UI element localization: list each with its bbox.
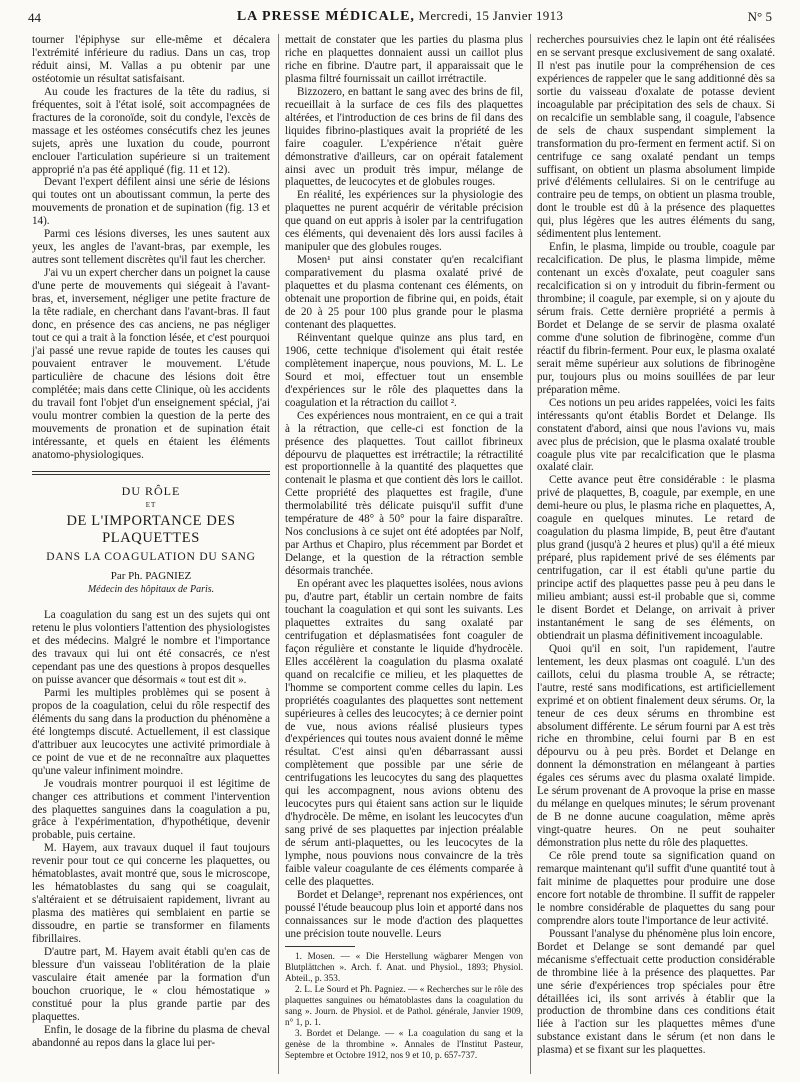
paragraph: J'ai vu un expert chercher dans un poignet la cause d'une perte de mouvements qui siégeait à l'avant-bras, et, inversement, négliger une petite fracture de la tête radiale, en cherchant dans l'avant-bras. Il faut donc, en présence des cas anciens, ne pas négliger tout ce qui a trait à la fonction lésée, et c'est pourquoi j'ai passé une revue rapide de toutes les causes qui pouvaient entraver le mouvement. L'étude particulière de chacune des lésions doit être complétée; mais dans cette Clinique, où les accidents du travail font l'objet d'un enseignement spécial, j'ai voulu montrer combien la question de la perte des mouvements de pronation et de supination était intéressante, et quels en étaient les éléments anatomo-physiologiques.	[32, 267, 270, 461]
article-title: DE L'IMPORTANCE DES PLAQUETTES	[66, 513, 236, 547]
paragraph: La coagulation du sang est un des sujets qui ont retenu le plus volontiers l'attention des physiologistes et des médecins. Malgré le nombre et l'importance des travaux qui lui ont été consacrés, ce n'est cependant pas une des questions à propos desquelles on puisse avancer que désormais « tout est dit ».	[32, 609, 270, 686]
column-rule-2	[530, 34, 531, 1074]
paragraph: D'autre part, M. Hayem avait établi qu'en cas de blessure d'un vaisseau l'oblitération de la plaie vasculaire était amenée par la formation d'un bouchon cruorique, le « clou hémostatique » constitué pour la plus grande partie par des plaquettes.	[32, 946, 270, 1023]
article-subtitle: DANS LA COAGULATION DU SANG	[46, 551, 256, 564]
paragraph: Bordet et Delange³, reprenant nos expériences, ont poussé l'étude beaucoup plus loin et apporté dans nos connaissances sur le mode d'action des plaquettes une précision toute nouvelle. Leurs	[285, 888, 523, 940]
paragraph: Au coude les fractures de la tête du radius, si fréquentes, soit à l'état isolé, soit accompagnées de fractures de la coronoïde, soit du condyle, l'excès de massage et les ostéomes consécutifs chez les jeunes sujets, après une luxation du coude, pourront enclouer l'articulation supérieure si un traitement approprié n'a pas été appliqué (fig. 11 et 12).	[32, 85, 270, 176]
column-1	[32, 34, 270, 1074]
journal-name: LA PRESSE MÉDICALE,	[236, 9, 415, 24]
heading-line: DU RÔLE	[121, 484, 181, 499]
author-role: Médecin des hôpitaux de Paris.	[87, 584, 215, 596]
footnote: 2. L. Le Sourd et Ph. Pagniez. — « Recherches sur le rôle des plaquettes sanguines ou hématoblastes dans la coagulation du sang ». Journ. de Physiol. et de Pathol. générale, Janvier 1909, n° 1, p. 1.	[285, 983, 523, 1027]
paragraph: Enfin, le dosage de la fibrine du plasma de cheval abandonné au repos dans la glace lui per-	[32, 1023, 270, 1049]
footnote: 3. Bordet et Delange. — « La coagulation du sang et la genèse de la thrombine ». Annales de l'Institut Pasteur, Septembre et Octobre 1912, nos 9 et 10, p. 657-737.	[285, 1027, 523, 1060]
paragraph: Enfin, le plasma, limpide ou trouble, coagule par recalcification. De plus, le plasma limpide, même contenant un excès d'oxalate, peut coaguler sans recalcification si on y introduit du fibrin-ferment ou thrombine; il coagule, par exemple, si on y ajoute du sérum frais. Cette dernière propriété a permis à Bordet et Delange de se servir de plasma oxalaté comme d'une solution de fibrinogène, comme d'un réactif du fibrin-ferment. Pour eux, le plasma oxalaté serait même supérieur aux solutions de fibrinogène pur, toujours plus ou moins souillées de par leur préparation même.	[537, 241, 775, 396]
paragraph: En réalité, les expériences sur la physiologie des plaquettes ne purent acquérir de véritable précision que quand on eut appris à isoler par la centrifugation ces éléments, qui devenaient dès lors aussi faciles à manipuler que des globules rouges.	[285, 189, 523, 254]
paragraph: Devant l'expert défilent ainsi une série de lésions qui toutes ont un aboutissant commun, la perte des mouvements de pronation et de supination (fig. 13 et 14).	[32, 176, 270, 228]
paragraph: Ces expériences nous montraient, en ce qui a trait à la rétraction, que celle-ci est fonction de la présence des plaquettes. Tout caillot fibrineux dépourvu de plaquettes est irrétractile; la rétractilité est proportionnelle à la quantité des plaquettes que contenait le plasma et que contient dès lors le caillot. Cette propriété des plaquettes est fragile, d'une thermolabilité très délicate puisqu'il suffit d'une température de 48° à 50° pour la faire disparaître. Nos conclusions à ce sujet ont été adoptées par Nolf, par Arthus et Chapiro, plus récemment par Bordet et Delange, et la question de la rétraction semble désormais tranchée.	[285, 409, 523, 578]
article-author: Par Ph. PAGNIEZ	[110, 570, 192, 583]
heading-line: ET	[145, 501, 157, 510]
paragraph: Parmi les multiples problèmes qui se posent à propos de la coagulation, celui du rôle respectif des éléments du sang dans la production du phénomène a été longtemps discuté. Actuellement, il est classique d'attribuer aux leucocytes une activité primordiale à ce point de vue et de ne reconnaître aux plaquettes qu'une valeur infiniment moindre.	[32, 686, 270, 777]
paragraph: Mosen¹ put ainsi constater qu'en recalcifiant comparativement du plasma oxalaté privé de plaquettes et du plasma contenant ces éléments, on obtenait une proportion de fibrine qui, en poids, était de 20 à 25 pour 100 plus grande pour le plasma contenant des plaquettes.	[285, 254, 523, 331]
paragraph: M. Hayem, aux travaux duquel il faut toujours revenir pour tout ce qui concerne les plaquettes, ou hématoblastes, avait montré que, sous le microscope, les hématoblastes du sang qui se coagulait, s'altéraient et se détruisaient rapidement, livrant au plasma des matières qui semblaient en partie se dissoudre, en partie se transformer en filaments fibrillaires.	[32, 842, 270, 946]
article-separator	[32, 471, 270, 475]
paragraph: Réinventant quelque quinze ans plus tard, en 1906, cette technique d'isolement qui était restée complètement inaperçue, nous pouvions, M. L. Le Sourd et moi, effectuer tout un ensemble d'expériences sur le rôle des plaquettes dans la coagulation et la rétraction du caillot ².	[285, 331, 523, 409]
paragraph: recherches poursuivies chez le lapin ont été réalisées en se servant presque exclusivement de sang oxalaté. Il n'est pas inutile pour la compréhension de ces expériences de rappeler que le sang additionné dès sa sortie du vaisseau d'oxalate de potasse devient incoagulable par précipitation des sels de chaux. Si on recalcifie un semblable sang, il coagule, l'absence de sels de chaux suspendant simplement la transformation du pro-ferment en ferment actif. Si on centrifuge ce sang oxalaté pendant un temps suffisant, on obtient un plasma absolument limpide privé d'éléments cellulaires. Si on le centrifuge au contraire peu de temps, on obtient un plasma trouble, dont le trouble est dû à la présence des plaquettes qui, plus légères que les autres éléments du sang, sédimentent plus lentement.	[537, 34, 775, 241]
page-number: 44	[28, 10, 41, 25]
footnote: 1. Mosen. — « Die Herstellung wägbarer Mengen von Blutplättchen ». Arch. f. Anat. und Physiol., 1893; Physiol. Abteil., p. 353.	[285, 950, 523, 983]
paragraph: Quoi qu'il en soit, l'un rapidement, l'autre lentement, les deux plasmas ont coagulé. L'un des caillots, celui du plasma trouble A, se rétracte; l'autre, resté sans modifications, est artificiellement exprimé et on obtient finalement deux sérums. Or, la teneur de ces deux sérums en thrombine est absolument différente. Le sérum fourni par A est très riche en thrombine, celui fourni par B en est dépourvu ou à peu près. Bordet et Delange en donnent la démonstration en mélangeant à parties égales ces sérums avec du plasma oxalaté limpide. Le sérum provenant de A provoque la prise en masse du mélange en quelques minutes; le sérum provenant de B ne donne aucune coagulation, même après vingt-quatre heures. On ne peut souhaiter démonstration plus nette du rôle des plaquettes.	[537, 642, 775, 850]
column-2	[285, 34, 523, 1074]
paragraph: Ces notions un peu arides rappelées, voici les faits intéressants qu'ont établis Bordet et Delange. Ils constatent d'abord, ainsi que nous l'avions vu, mais avec plus de précision, que le plasma oxalaté trouble coagule plus vite par recalcification que le plasma oxalaté clair.	[537, 396, 775, 474]
column-3	[537, 34, 775, 1074]
paragraph: Parmi ces lésions diverses, les unes sautent aux yeux, les angles de l'avant-bras, par exemple, les autres sont tellement discrètes qu'il faut les chercher.	[32, 228, 270, 267]
paragraph: Cette avance peut être considérable : le plasma privé de plaquettes, B, coagule, par exemple, en une demi-heure ou plus, le plasma riche en plaquettes, A, coagule en quelques minutes. Le retard de coagulation du plasma limpide, B, peut être d'autant plus grand (jusqu'à 2 heures et plus) qu'il a été mieux préparé, plus rapidement privé de ses éléments par centrifugation, car il est établi qu'une partie du principe actif des plaquettes passe peu à peu dans le milieu ambiant; aussi est-il probable que si, comme le disent Bordet et Delange, on arrivait à priver instantanément le sang de ses éléments, on obtiendrait un plasma définitivement incoagulable.	[537, 474, 775, 642]
page-header	[28, 8, 772, 28]
footnote-rule	[285, 946, 355, 947]
issue-number: N° 5	[747, 9, 772, 24]
issue-date: Mercredi, 15 Janvier 1913	[418, 8, 564, 23]
article-heading	[32, 485, 270, 597]
paragraph: En opérant avec les plaquettes isolées, nous avions pu, d'autre part, établir un certain nombre de faits touchant la coagulation et qui sont les suivants. Les plaquettes extraites du sang oxalaté par centrifugation et déplasmatisées font coaguler de façon régulière et constante le liquide d'hydrocèle. Elles accélèrent la coagulation du plasma oxalaté quand on recalcifie ce milieu, et les plaquettes de l'homme se comportent comme celles du lapin. Les propriétés coagulantes des plaquettes sont nettement supérieures à celles des leucocytes; à ce dernier point de vue, nous avions réalisé plusieurs types d'expériences qui toutes nous avaient donné le même résultat. C'est ainsi qu'en débarrassant aussi complètement que possible par une série de centrifugations les leucocytes du sang des plaquettes qui les accompagnent, nous avions obtenu des leucocytes purs qui étaient sans action sur le liquide d'hydrocèle. De même, en isolant les leucocytes d'un sang privé de ses plaquettes par injection préalable de sérum anti-plaquettes, ou les leucocytes de la lymphe, nous pouvions nous convaincre de la très faible valeur coagulante de ces éléments comparée à celle des plaquettes.	[285, 578, 523, 888]
paragraph: Bizzozero, en battant le sang avec des brins de fil, recueillait à la surface de ces fils des plaquettes altérées, et l'introduction de ces brins de fil dans des liquides fibrino-plastiques avait la propriété de les faire coaguler. L'expérience n'était guère démonstrative d'ailleurs, car on opérait fatalement ainsi avec un produit très impur, mélange de plaquettes, de leucocytes et de globules rouges.	[285, 85, 523, 189]
paragraph: mettait de constater que les parties du plasma plus riche en plaquettes donnaient aussi un caillot plus riche en fibrine. D'autre part, il apparaissait que le plasma filtré fournissait un caillot irrétractile.	[285, 34, 523, 85]
paragraph: tourner l'épiphyse sur elle-même et décalera l'extrémité inférieure du radius. Dans un cas, trop réduit ainsi, M. Vallas a pu obtenir par une ostéotomie un résultat satisfaisant.	[32, 34, 270, 85]
paragraph: Ce rôle prend toute sa signification quand on remarque maintenant qu'il suffit d'une quantité tout à fait minime de plaquettes pour produire une dose encore fort notable de thrombine. Il suffit de rappeler le nombre considérable de plaquettes du sang pour comprendre alors toute l'importance de leur activité.	[537, 850, 775, 927]
journal-title	[28, 8, 772, 25]
paragraph: Poussant l'analyse du phénomène plus loin encore, Bordet et Delange se sont demandé par quel mécanisme s'effectuait cette production considérable de thrombine liée à la présence des plaquettes. Par une série d'expériences trop spéciales pour être détaillées ici, ils sont arrivés à établir que la production de thrombine dans ces conditions était liée à l'action sur les plaquettes mêmes d'une substance existant dans le sérum (et non dans le plasma) et se fixant sur les plaquettes.	[537, 927, 775, 1057]
column-rule-1	[278, 34, 279, 1074]
paragraph: Je voudrais montrer pourquoi il est légitime de changer ces attributions et comment l'intervention des plaquettes sanguines dans la coagulation a pu, grâce à l'expérimentation, d'hypothétique, devenir probable, puis certaine.	[32, 777, 270, 842]
